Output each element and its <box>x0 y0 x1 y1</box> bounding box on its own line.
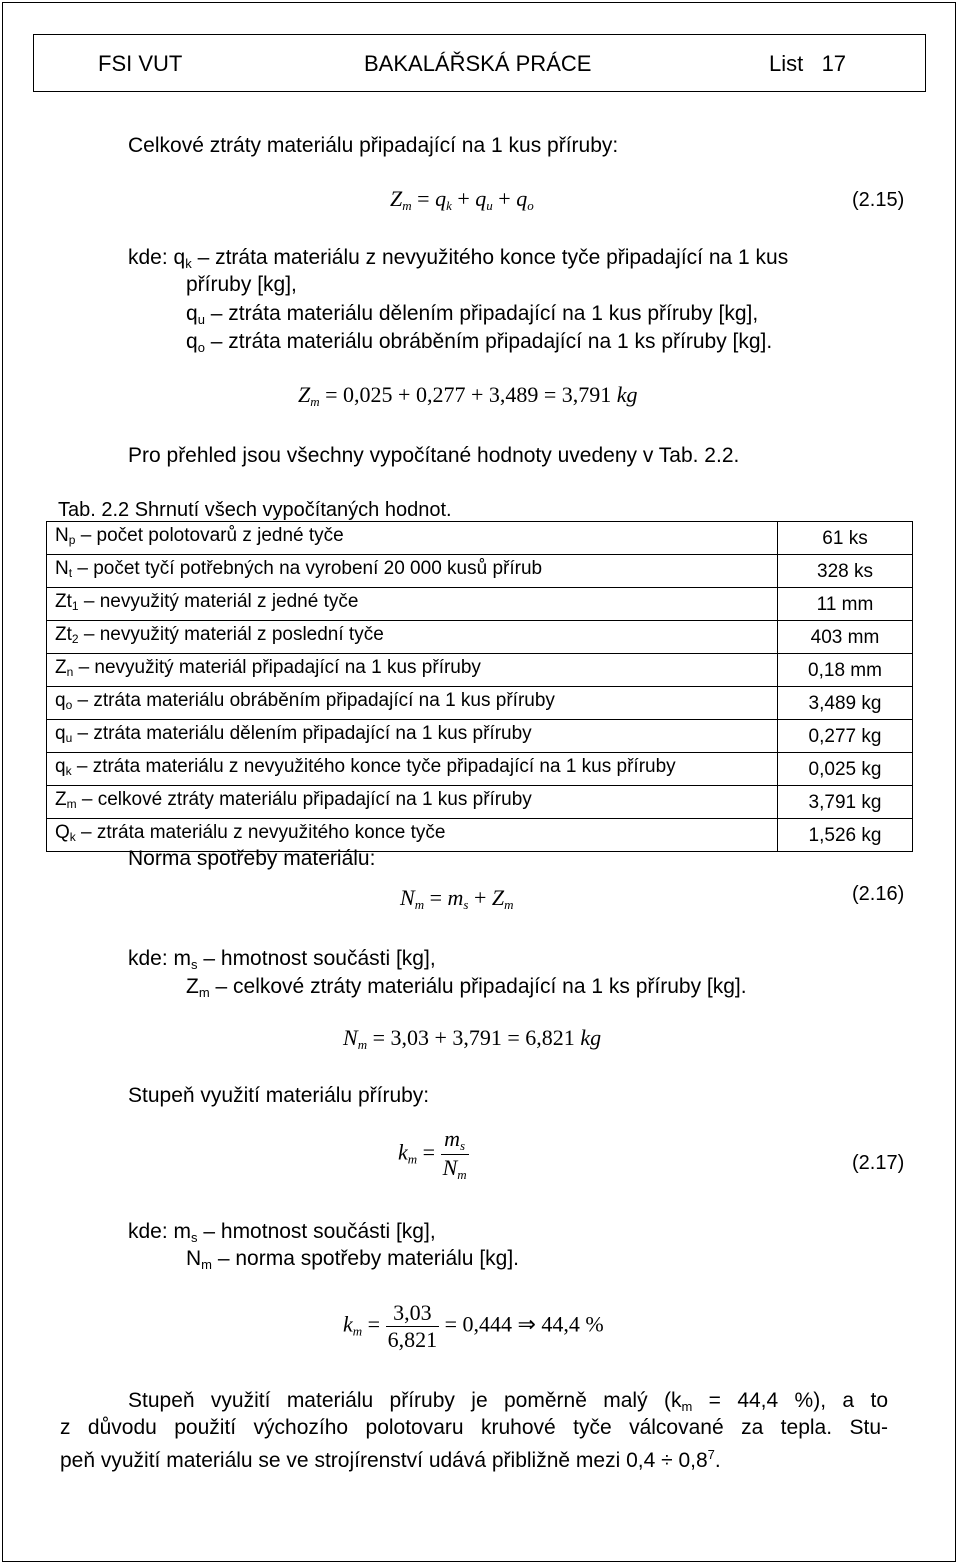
equation-number: (2.15) <box>852 189 905 211</box>
row-description: Nt – počet tyčí potřebných na vyrobení 20 000 kusů přírub <box>47 555 778 588</box>
calc-nm: Nm = 3,03 + 3,791 = 6,821 kg <box>343 1025 602 1052</box>
row-symbol: N <box>55 525 69 546</box>
conclusion-line-3 <box>60 1441 721 1474</box>
equation-number: (2.17) <box>852 1152 905 1174</box>
row-desc-text: počet tyčí potřebných na vyrobení 20 000 kusů přírub <box>93 558 543 579</box>
row-description: Zm – celkové ztráty materiálu připadající na 1 kus příruby <box>47 786 778 819</box>
table-row <box>47 720 913 753</box>
conclusion-text-1: Stupeň využití materiálu příruby je poměrně malý (k <box>128 1389 682 1412</box>
legend-qu: qu – ztráta materiálu dělením připadající na 1 kus příruby [kg], <box>186 302 759 327</box>
calc-km: km = $\frac{3,03}{6,821}$ = 0,444 ⇒ 44,4 % <box>343 1300 604 1352</box>
row-symbol: Z <box>55 789 67 810</box>
row-description: Zn – nevyužitý materiál připadající na 1 kus příruby <box>47 654 778 687</box>
calc-zm-values: = 0,025 + 0,277 + 3,489 = 3,791 <box>325 382 612 407</box>
calc-nm-values: = 3,03 + 3,791 = 6,821 <box>372 1025 575 1050</box>
legend-qk-text: – ztráta materiálu z nevyužitého konce tyče připadající na 1 kus <box>197 246 789 269</box>
row-symbol: q <box>55 723 66 744</box>
row-value: 0,18 mm <box>778 654 913 687</box>
section-heading-utilization: Stupeň využití materiálu příruby: <box>128 1084 430 1107</box>
row-symbol-subscript: o <box>65 698 73 712</box>
legend-qo-text: – ztráta materiálu obráběním připadající na 1 ks příruby [kg]. <box>210 330 773 353</box>
calc-zm: Zm = 0,025 + 0,277 + 3,489 = 3,791 kg <box>298 382 638 409</box>
legend-prefix: kde: m <box>128 1220 192 1243</box>
calc-km-numerator: 3,03 <box>386 1300 440 1327</box>
table-row <box>47 621 913 654</box>
row-desc-text: ztráta materiálu z nevyužitého konce tyče <box>96 822 446 843</box>
row-value: 0,025 kg <box>778 753 913 786</box>
table-reference-note: Pro přehled jsou všechny vypočítané hodnoty uvedeny v Tab. 2.2. <box>128 444 740 467</box>
row-symbol-subscript: m <box>66 797 77 811</box>
legend-ms-text: – hmotnost součásti [kg], <box>203 1220 436 1243</box>
calc-km-denominator: 6,821 <box>387 1327 438 1352</box>
legend-qu-text: – ztráta materiálu dělením připadající na 1 kus příruby [kg], <box>210 302 759 325</box>
row-description: Np – počet polotovarů z jedné tyče <box>47 522 778 555</box>
legend-qo: qo – ztráta materiálu obráběním připadající na 1 ks příruby [kg]. <box>186 330 773 355</box>
conclusion-text-3: peň využití materiálu se ve strojírenství udává přibližně mezi 0,4 ÷ 0,8 <box>60 1449 708 1472</box>
conclusion-line-1: Stupeň využití materiálu příruby je poměrně malý (km = 44,4 %), a to <box>128 1389 888 1414</box>
section-heading-losses: Celkové ztráty materiálu připadající na 1 kus příruby: <box>128 134 619 157</box>
row-desc-text: nevyužitý materiál připadající na 1 kus příruby <box>94 657 481 678</box>
row-desc-text: ztráta materiálu z nevyužitého konce tyče připadající na 1 kus příruby <box>92 756 676 777</box>
table-row <box>47 522 913 555</box>
row-symbol-subscript: k <box>65 764 72 778</box>
equation-number: (2.16) <box>852 883 905 905</box>
thesis-type: BAKALÁŘSKÁ PRÁCE <box>364 51 592 76</box>
row-description: qu – ztráta materiálu dělením připadající na 1 kus příruby <box>47 720 778 753</box>
conclusion-end: . <box>714 1449 721 1472</box>
calc-zm-unit: kg <box>616 382 638 407</box>
table-row <box>47 786 913 819</box>
row-symbol: Zt <box>55 624 72 645</box>
row-symbol: q <box>55 756 66 777</box>
row-desc-text: nevyužitý materiál z poslední tyče <box>99 624 384 645</box>
row-symbol: Z <box>55 657 67 678</box>
equation-zm: Zm = qk + qu + qo <box>390 186 534 213</box>
row-symbol-subscript: t <box>68 566 73 580</box>
school-name: FSI VUT <box>98 51 183 76</box>
row-symbol-subscript: 2 <box>71 632 79 646</box>
legend-zm: Zm – celkové ztráty materiálu připadající na 1 ks příruby [kg]. <box>186 975 747 1000</box>
equation-km: km = $\frac{ms}{Nm}$ <box>398 1126 467 1182</box>
section-heading-norm: Norma spotřeby materiálu: <box>128 847 376 870</box>
row-symbol-subscript: u <box>65 731 73 745</box>
row-value: 61 ks <box>778 522 913 555</box>
row-desc-text: celkové ztráty materiálu připadající na 1 kus příruby <box>97 789 532 810</box>
row-symbol-subscript: p <box>68 533 76 547</box>
row-symbol: Zt <box>55 591 72 612</box>
row-description: Zt1 – nevyužitý materiál z jedné tyče <box>47 588 778 621</box>
row-desc-text: ztráta materiálu dělením připadající na 1 kus příruby <box>93 723 532 744</box>
row-desc-text: počet polotovarů z jedné tyče <box>96 525 344 546</box>
row-value: 403 mm <box>778 621 913 654</box>
page-header <box>33 34 926 92</box>
legend-zm-text: celkové ztráty materiálu připadající na 1 ks příruby [kg]. <box>233 975 747 998</box>
legend-ms-2: kde: ms – hmotnost součásti [kg], <box>128 1220 436 1245</box>
row-symbol: Q <box>55 822 70 843</box>
row-symbol: q <box>55 690 66 711</box>
row-value: 1,526 kg <box>778 819 913 852</box>
table-caption: Tab. 2.2 Shrnutí všech vypočítaných hodnot. <box>58 499 452 521</box>
table-row <box>47 588 913 621</box>
footnote-ref: 7 <box>707 1447 715 1462</box>
table-row <box>47 555 913 588</box>
legend-prefix: kde: m <box>128 947 192 970</box>
row-description: qo – ztráta materiálu obráběním připadající na 1 kus příruby <box>47 687 778 720</box>
calc-km-result: = 0,444 ⇒ 44,4 % <box>444 1311 604 1337</box>
row-value: 0,277 kg <box>778 720 913 753</box>
legend-nm: Nm – norma spotřeby materiálu [kg]. <box>186 1247 519 1272</box>
calc-nm-unit: kg <box>580 1025 602 1050</box>
row-description: Zt2 – nevyužitý materiál z poslední tyče <box>47 621 778 654</box>
page-number: List 17 <box>769 51 847 76</box>
conclusion-text-1b: = 44,4 %), a to <box>692 1389 888 1412</box>
summary-table <box>46 521 913 852</box>
equation-nm: Nm = ms + Zm <box>400 885 514 912</box>
row-value: 3,791 kg <box>778 786 913 819</box>
row-symbol-subscript: k <box>69 830 76 844</box>
table-row <box>47 687 913 720</box>
conclusion-line-2: z důvodu použití výchozího polotovaru kruhové tyče válcované za tepla. Stu- <box>60 1416 888 1439</box>
row-value: 11 mm <box>778 588 913 621</box>
legend-prefix: kde: q <box>128 246 186 269</box>
row-description: Qk – ztráta materiálu z nevyužitého konce tyče <box>47 819 778 852</box>
legend-nm-text: – norma spotřeby materiálu [kg]. <box>217 1247 519 1270</box>
legend-ms-text: – hmotnost součásti [kg], <box>203 947 436 970</box>
row-symbol-subscript: n <box>66 665 74 679</box>
table-row <box>47 654 913 687</box>
legend-ms: kde: ms – hmotnost součásti [kg], <box>128 947 436 972</box>
row-symbol: N <box>55 558 69 579</box>
row-symbol-subscript: 1 <box>71 599 79 613</box>
legend-qk: kde: qk – ztráta materiálu z nevyužitého konce tyče připadající na 1 kus <box>128 246 789 271</box>
legend-qk-cont: příruby [kg], <box>186 273 297 296</box>
table-row <box>47 753 913 786</box>
row-value: 3,489 kg <box>778 687 913 720</box>
row-desc-text: nevyužitý materiál z jedné tyče <box>99 591 359 612</box>
row-desc-text: ztráta materiálu obráběním připadající na 1 kus příruby <box>93 690 555 711</box>
row-value: 328 ks <box>778 555 913 588</box>
row-description: qk – ztráta materiálu z nevyužitého konce tyče připadající na 1 kus příruby <box>47 753 778 786</box>
